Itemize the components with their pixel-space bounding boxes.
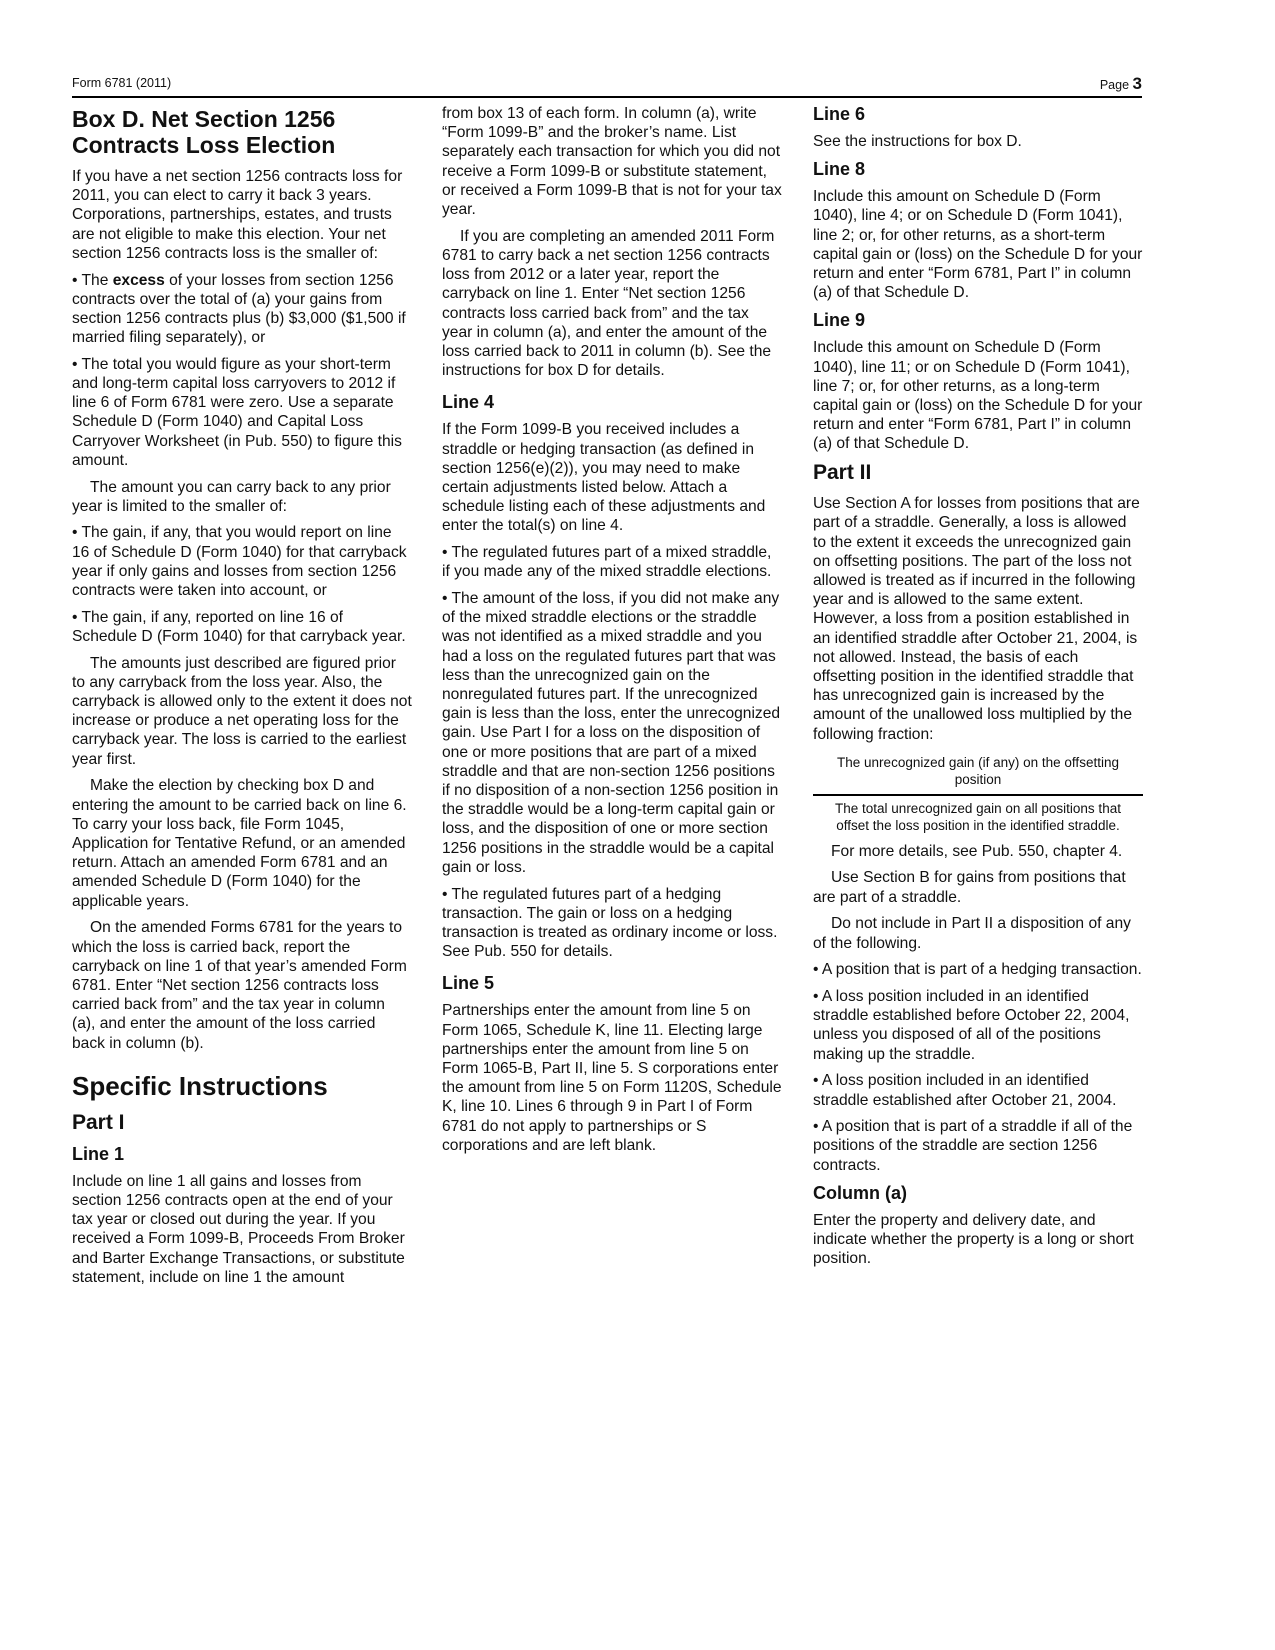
- heading-line-5: Line 5: [442, 973, 495, 994]
- paragraph: The amounts just described are figured prior to any carryback from the loss year. Also, the carryback is allowed only to the extent it does not increase or produce a net operating loss for the carryback year. The loss is carried to the earliest year first.: [72, 654, 412, 768]
- paragraph: See the instructions for box D.: [813, 133, 1022, 150]
- bullet-item: • The regulated futures part of a hedging transaction. The gain or loss on a hedging transaction is treated as ordinary income or loss. See Pub. 550 for details.: [442, 885, 778, 961]
- heading-box-d: Box D. Net Section 1256 Contracts Loss Election: [72, 106, 336, 158]
- header-rule: [72, 96, 1142, 98]
- paragraph: On the amended Forms 6781 for the years to which the loss is carried back, report the carryback on line 1 of that year’s amended Form 6781. Enter “Net section 1256 contracts loss carried back from” and the tax year in column (a), and enter the amount of the loss carried back in column (b).: [72, 919, 407, 1052]
- fraction-numerator: The unrecognized gain (if any) on the offsetting position: [837, 754, 1119, 787]
- column-middle: [442, 104, 782, 1162]
- heading-line-9: Line 9: [813, 310, 866, 331]
- paragraph: Include this amount on Schedule D (Form 1040), line 11; or on Schedule D (Form 1041), line 7; or, for other returns, as a long-term capital gain or (loss) on the Schedule D for your return and enter “Form 6781, Part I” in column (a) of that Schedule D.: [813, 339, 1143, 453]
- paragraph: Partnerships enter the amount from line 5 on Form 1065, Schedule K, line 11. Electing large partnerships enter the amount from line 5 on Form 1065-B, Part II, line 5. S corporations enter the amount from line 5 on Form 1120S, Schedule K, line 10. Lines 6 through 9 in Part I of Form 6781 do not apply to partnerships or S corporations and are left blank.: [442, 1002, 782, 1154]
- paragraph: from box 13 of each form. In column (a), write “Form 1099-B” and the broker’s name. List separately each transaction for which you did not receive a Form 1099-B or substitute statement, or received a Form 1099-B that is not for your tax year.: [442, 105, 782, 219]
- heading-line-4: Line 4: [442, 392, 495, 413]
- fraction: [813, 754, 1143, 834]
- bullet-item: • The total you would figure as your short-term and long-term capital loss carryovers to 2012 if line 6 of Form 6781 were zero. Use a separate Schedule D (Form 1040) and Capital Loss Carryover Worksheet (in Pub. 550) to figure this amount.: [72, 355, 402, 469]
- bullet-item: • The gain, if any, that you would report on line 16 of Schedule D (Form 1040) for that carryback year if only gains and losses from section 1256 contracts were taken into account, or: [72, 524, 407, 600]
- heading-column-a: Column (a): [813, 1182, 907, 1203]
- paragraph: For more details, see Pub. 550, chapter 4.: [831, 842, 1123, 860]
- paragraph: Do not include in Part II a disposition of any of the following.: [813, 915, 1131, 952]
- paragraph: Include on line 1 all gains and losses from section 1256 contracts open at the end of your tax year or closed out during the year. If you received a Form 1099-B, Proceeds From Broker and Barter Exchange Transactions, or substitute statement, include on line 1 the amount: [72, 1172, 405, 1286]
- paragraph: The amount you can carry back to any prior year is limited to the smaller of:: [72, 478, 391, 515]
- column-left: [72, 104, 412, 1294]
- heading-line-1: Line 1: [72, 1143, 125, 1164]
- paragraph: Include this amount on Schedule D (Form 1040), line 4; or on Schedule D (Form 1041), line 2; or, for other returns, as a short-term capital gain or (loss) on the Schedule D for your return and enter “Form 6781, Part I” in column (a) of that Schedule D.: [813, 188, 1143, 302]
- bullet-item: • The regulated futures part of a mixed straddle, if you made any of the mixed straddle elections.: [442, 544, 772, 581]
- bullet-item: • A position that is part of a hedging transaction.: [813, 961, 1142, 979]
- paragraph: If the Form 1099-B you received includes a straddle or hedging transaction (as defined in section 1256(e)(2)), you may need to make certain adjustments listed below. Attach a schedule listing each of these adjustments and enter the total(s) on line 4.: [442, 421, 766, 535]
- bullet-item: • A loss position included in an identified straddle established after October 21, 2004.: [813, 1072, 1117, 1109]
- bullet-item: • A position that is part of a straddle if all of the positions of the straddle are section 1256 contracts.: [813, 1118, 1133, 1174]
- paragraph: Use Section B for gains from positions that are part of a straddle.: [813, 869, 1126, 906]
- bullet-item: • The excess of your losses from section 1256 contracts over the total of (a) your gains from section 1256 contracts plus (b) $3,000 ($1,500 if married filing separately), or: [72, 271, 406, 347]
- fraction-denominator: The total unrecognized gain on all positions that offset the loss position in the identified straddle.: [835, 800, 1121, 833]
- heading-part-2: Part II: [813, 461, 872, 485]
- form-identifier: Form 6781 (2011): [72, 76, 172, 90]
- bullet-item: • A loss position included in an identified straddle established before October 22, 2004, unless you disposed of all of the positions making up the straddle.: [813, 988, 1130, 1063]
- heading-line-6: Line 6: [813, 104, 866, 124]
- paragraph: Enter the property and delivery date, and indicate whether the property is a long or short position.: [813, 1211, 1134, 1268]
- heading-specific-instructions: Specific Instructions: [72, 1070, 328, 1101]
- bullet-item: • The amount of the loss, if you did not make any of the mixed straddle elections or the straddle was not identified as a mixed straddle and you had a loss on the regulated futures part that was less than the unrecognized gain on the nonregulated futures part. If the unrecognized gain is less than the loss, enter the unrecognized gain. Use Part I for a loss on the disposition of one or more positions that are part of a mixed straddle and that are non-section 1256 positions if no disposition of a non-section 1256 position in the straddle would be a long-term capital gain or loss, and the disposition of one or more section 1256 positions in the straddle would be a capital gain or loss.: [442, 589, 781, 876]
- column-right: [813, 104, 1143, 1276]
- paragraph: Make the election by checking box D and entering the amount to be carried back on line 6. To carry your loss back, file Form 1045, Application for Tentative Refund, or an amended return. Attach an amended Form 6781 and an amended Schedule D (Form 1040) for the applicable years.: [72, 777, 407, 910]
- fraction-bar: [813, 794, 1143, 796]
- page-number: Page 3: [1099, 74, 1142, 93]
- paragraph: Use Section A for losses from positions that are part of a straddle. Generally, a loss is allowed to the extent it exceeds the unrecognized gain on offsetting positions. The part of the loss not allowed is treated as if incurred in the following year and is allowed to the same extent. However, a loss from a position established in an identified straddle after October 21, 2004, is not allowed. Instead, the basis of each offsetting position in the identified straddle that has unrecognized gain is increased by the amount of the unallowed loss multiplied by the following fraction:: [813, 495, 1140, 743]
- page-header: [72, 74, 1142, 96]
- paragraph: If you are completing an amended 2011 Form 6781 to carry back a net section 1256 contracts loss from 2012 or a later year, report the carryback on line 1. Enter “Net section 1256 contracts loss carried back from” and the tax year in column (a), and enter the amount of the loss carried back to 2011 in column (b). See the instructions for box D for details.: [442, 227, 775, 380]
- bullet-item: • The gain, if any, reported on line 16 of Schedule D (Form 1040) for that carryback year.: [72, 608, 406, 645]
- paragraph: If you have a net section 1256 contracts loss for 2011, you can elect to carry it back 3 years. Corporations, partnerships, estates, and trusts are not eligible to make this election. Your net section 1256 contracts loss is the smaller of:: [72, 168, 403, 262]
- heading-line-8: Line 8: [813, 159, 866, 180]
- heading-part-1: Part I: [72, 1110, 125, 1134]
